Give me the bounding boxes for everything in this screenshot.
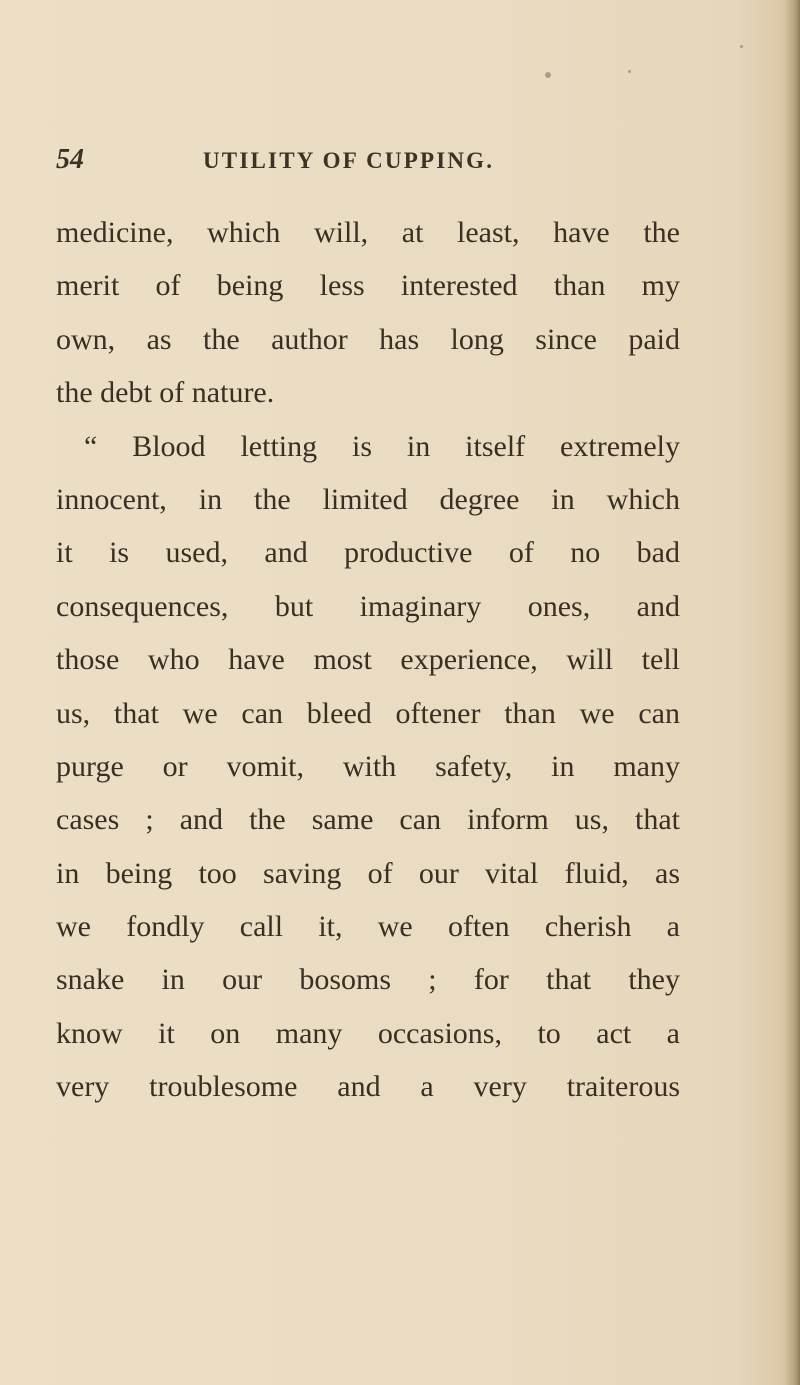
paper-speck [740, 45, 743, 48]
text-line: the debt of nature. [56, 376, 275, 410]
text-line: own, as the author has long since paid [56, 322, 680, 356]
text-line: snake in our bosoms ; for that they [56, 963, 680, 997]
text-line: consequences, but imaginary ones, and [56, 589, 680, 623]
text-line: we fondly call it, we often cherish a [56, 910, 680, 944]
paper-speck [545, 72, 551, 78]
text-line: cases ; and the same can inform us, that [56, 803, 680, 837]
text-line: very troublesome and a very traiterous [56, 1070, 680, 1104]
page-header [56, 144, 676, 184]
text-line: “ Blood letting is in itself extremely [84, 429, 680, 463]
text-line: it is used, and productive of no bad [56, 536, 680, 570]
text-line: medicine, which will, at least, have the [56, 216, 680, 249]
page-number: 54 [56, 144, 84, 175]
text-line: us, that we can bleed oftener than we can [56, 696, 680, 730]
paper-speck [628, 70, 631, 73]
text-line: innocent, in the limited degree in which [56, 482, 680, 516]
text-line: purge or vomit, with safety, in many [56, 749, 680, 783]
page-edge-shadow [784, 0, 800, 1385]
body-text [56, 206, 680, 1114]
text-line: know it on many occasions, to act a [56, 1016, 680, 1050]
text-line: those who have most experience, will tell [56, 643, 680, 677]
text-line: in being too saving of our vital fluid, as [56, 856, 680, 890]
text-line: merit of being less interested than my [56, 269, 680, 303]
running-head: UTILITY OF CUPPING. [203, 148, 495, 173]
